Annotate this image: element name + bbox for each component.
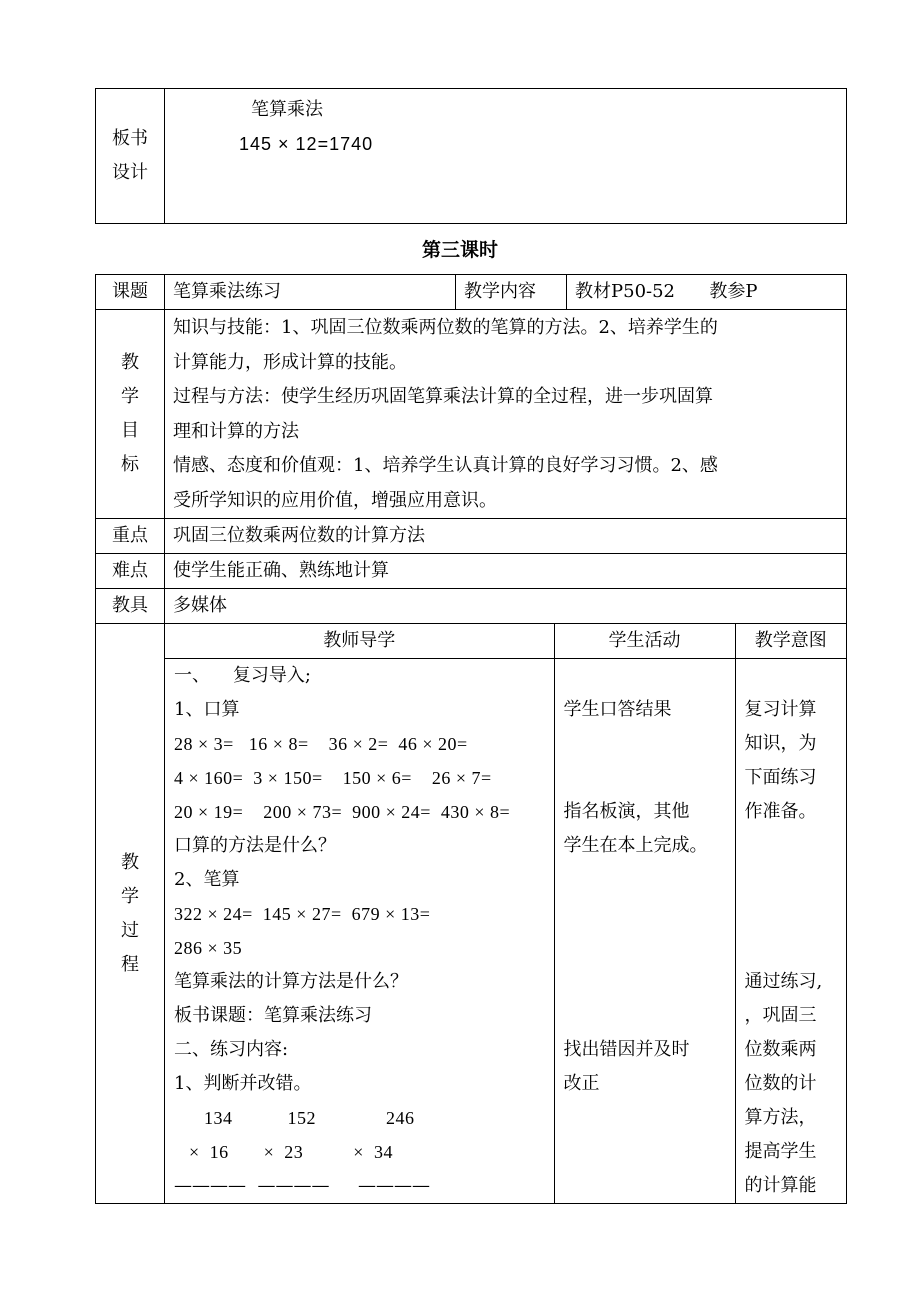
- student-line: 找出错因并及时: [563, 1039, 690, 1060]
- guide-line: 一、 复习导入;: [174, 665, 311, 686]
- student-line: 指名板演，其他: [563, 801, 690, 822]
- board-design-label: [96, 89, 165, 224]
- guide-line: 笔算乘法的计算方法是什么？: [174, 971, 408, 992]
- objective-line: 理和计算的方法: [173, 420, 299, 442]
- process-label-char: 学: [121, 885, 139, 907]
- process-label-char: 程: [121, 953, 139, 975]
- objectives-label-char: 目: [121, 420, 139, 441]
- student-column-header: 学生活动: [554, 624, 735, 659]
- student-line: 学生在本上完成。: [563, 835, 708, 856]
- key-point-value: 巩固三位数乘两位数的计算方法: [165, 519, 847, 554]
- process-content: [165, 624, 847, 1204]
- process-label-char: 教: [121, 851, 139, 873]
- guide-line: 134 152 246: [174, 1108, 415, 1128]
- process-label: [96, 624, 165, 1204]
- tools-label: 教具: [96, 589, 165, 624]
- guide-line: 1、判断并改错。: [174, 1073, 312, 1094]
- lesson-plan-table: [95, 274, 847, 1204]
- key-point-label: 重点: [96, 519, 165, 554]
- intent-line: 作准备。: [744, 801, 817, 822]
- objective-line: 计算能力，形成计算的技能。: [173, 351, 407, 373]
- guide-line: 28 × 3= 16 × 8= 36 × 2= 46 × 20=: [174, 734, 468, 754]
- board-design-content: [165, 89, 847, 224]
- intent-line: 位数的计: [744, 1073, 817, 1094]
- intent-line: ，巩固三: [744, 1005, 817, 1026]
- guide-line: 286 × 35: [174, 938, 243, 958]
- tools-value: 多媒体: [165, 589, 847, 624]
- process-table: [165, 624, 846, 1203]
- difficulty-value: 使学生能正确、熟练地计算: [165, 554, 847, 589]
- objective-line: 受所学知识的应用价值，增强应用意识。: [173, 489, 497, 511]
- topic-value: 笔算乘法练习: [165, 275, 456, 310]
- content-value: 教材P50-52 教参P: [567, 275, 847, 310]
- student-line: 改正: [563, 1073, 600, 1094]
- guide-line: 4 × 160= 3 × 150= 150 × 6= 26 × 7=: [174, 768, 492, 788]
- content-label: 教学内容: [456, 275, 567, 310]
- objectives-label-char: 标: [121, 454, 139, 475]
- intent-line: 知识，为: [744, 733, 817, 754]
- difficulty-label: 难点: [96, 554, 165, 589]
- objectives-label-char: 学: [121, 386, 139, 407]
- guide-line: 1、口算: [174, 699, 240, 720]
- guide-line: 二、练习内容:: [174, 1039, 289, 1060]
- lesson-heading: 第三课时: [421, 239, 498, 261]
- guide-column: [165, 659, 554, 1204]
- topic-label: 课题: [96, 275, 165, 310]
- objectives-label-char: 教: [121, 352, 139, 373]
- guide-column-header: 教师导学: [165, 624, 554, 659]
- objectives-label: [96, 310, 165, 519]
- intent-line: 下面练习: [744, 767, 817, 788]
- intent-line: 的计算能: [744, 1175, 817, 1196]
- board-design-table: [95, 88, 847, 224]
- board-equation: 145 × 12=1740: [239, 134, 374, 154]
- board-label-line1: 板书: [112, 128, 148, 149]
- guide-line: 322 × 24= 145 × 27= 679 × 13=: [174, 904, 431, 924]
- intent-line: 复习计算: [744, 699, 817, 720]
- guide-line: × 16 × 23 × 34: [174, 1142, 393, 1162]
- guide-line: 2、笔算: [174, 869, 240, 890]
- intent-line: 提高学生: [744, 1141, 817, 1162]
- objective-line: 情感、态度和价值观：1、培养学生认真计算的良好学习习惯。2、感: [173, 455, 718, 476]
- objectives-content: [165, 310, 847, 519]
- student-line: 学生口答结果: [563, 699, 672, 720]
- objective-line: 过程与方法：使学生经历巩固笔算乘法计算的全过程，进一步巩固算: [173, 386, 713, 407]
- intent-line: 位数乘两: [744, 1039, 817, 1060]
- board-title: 笔算乘法: [251, 99, 323, 120]
- board-label-line2: 设计: [112, 162, 148, 183]
- guide-line: 20 × 19= 200 × 73= 900 × 24= 430 × 8=: [174, 802, 511, 822]
- guide-line: 口算的方法是什么？: [174, 835, 336, 856]
- objective-line: 知识与技能：1、巩固三位数乘两位数的笔算的方法。2、培养学生的: [173, 317, 718, 338]
- intent-line: 通过练习,: [744, 971, 823, 992]
- guide-line: 板书课题：笔算乘法练习: [174, 1005, 372, 1026]
- student-column: [554, 659, 735, 1204]
- process-label-char: 过: [121, 919, 139, 941]
- intent-column: [735, 659, 846, 1204]
- intent-line: 算方法，: [744, 1107, 817, 1128]
- guide-line: ———— ———— ————: [174, 1175, 431, 1196]
- intent-column-header: 教学意图: [735, 624, 846, 659]
